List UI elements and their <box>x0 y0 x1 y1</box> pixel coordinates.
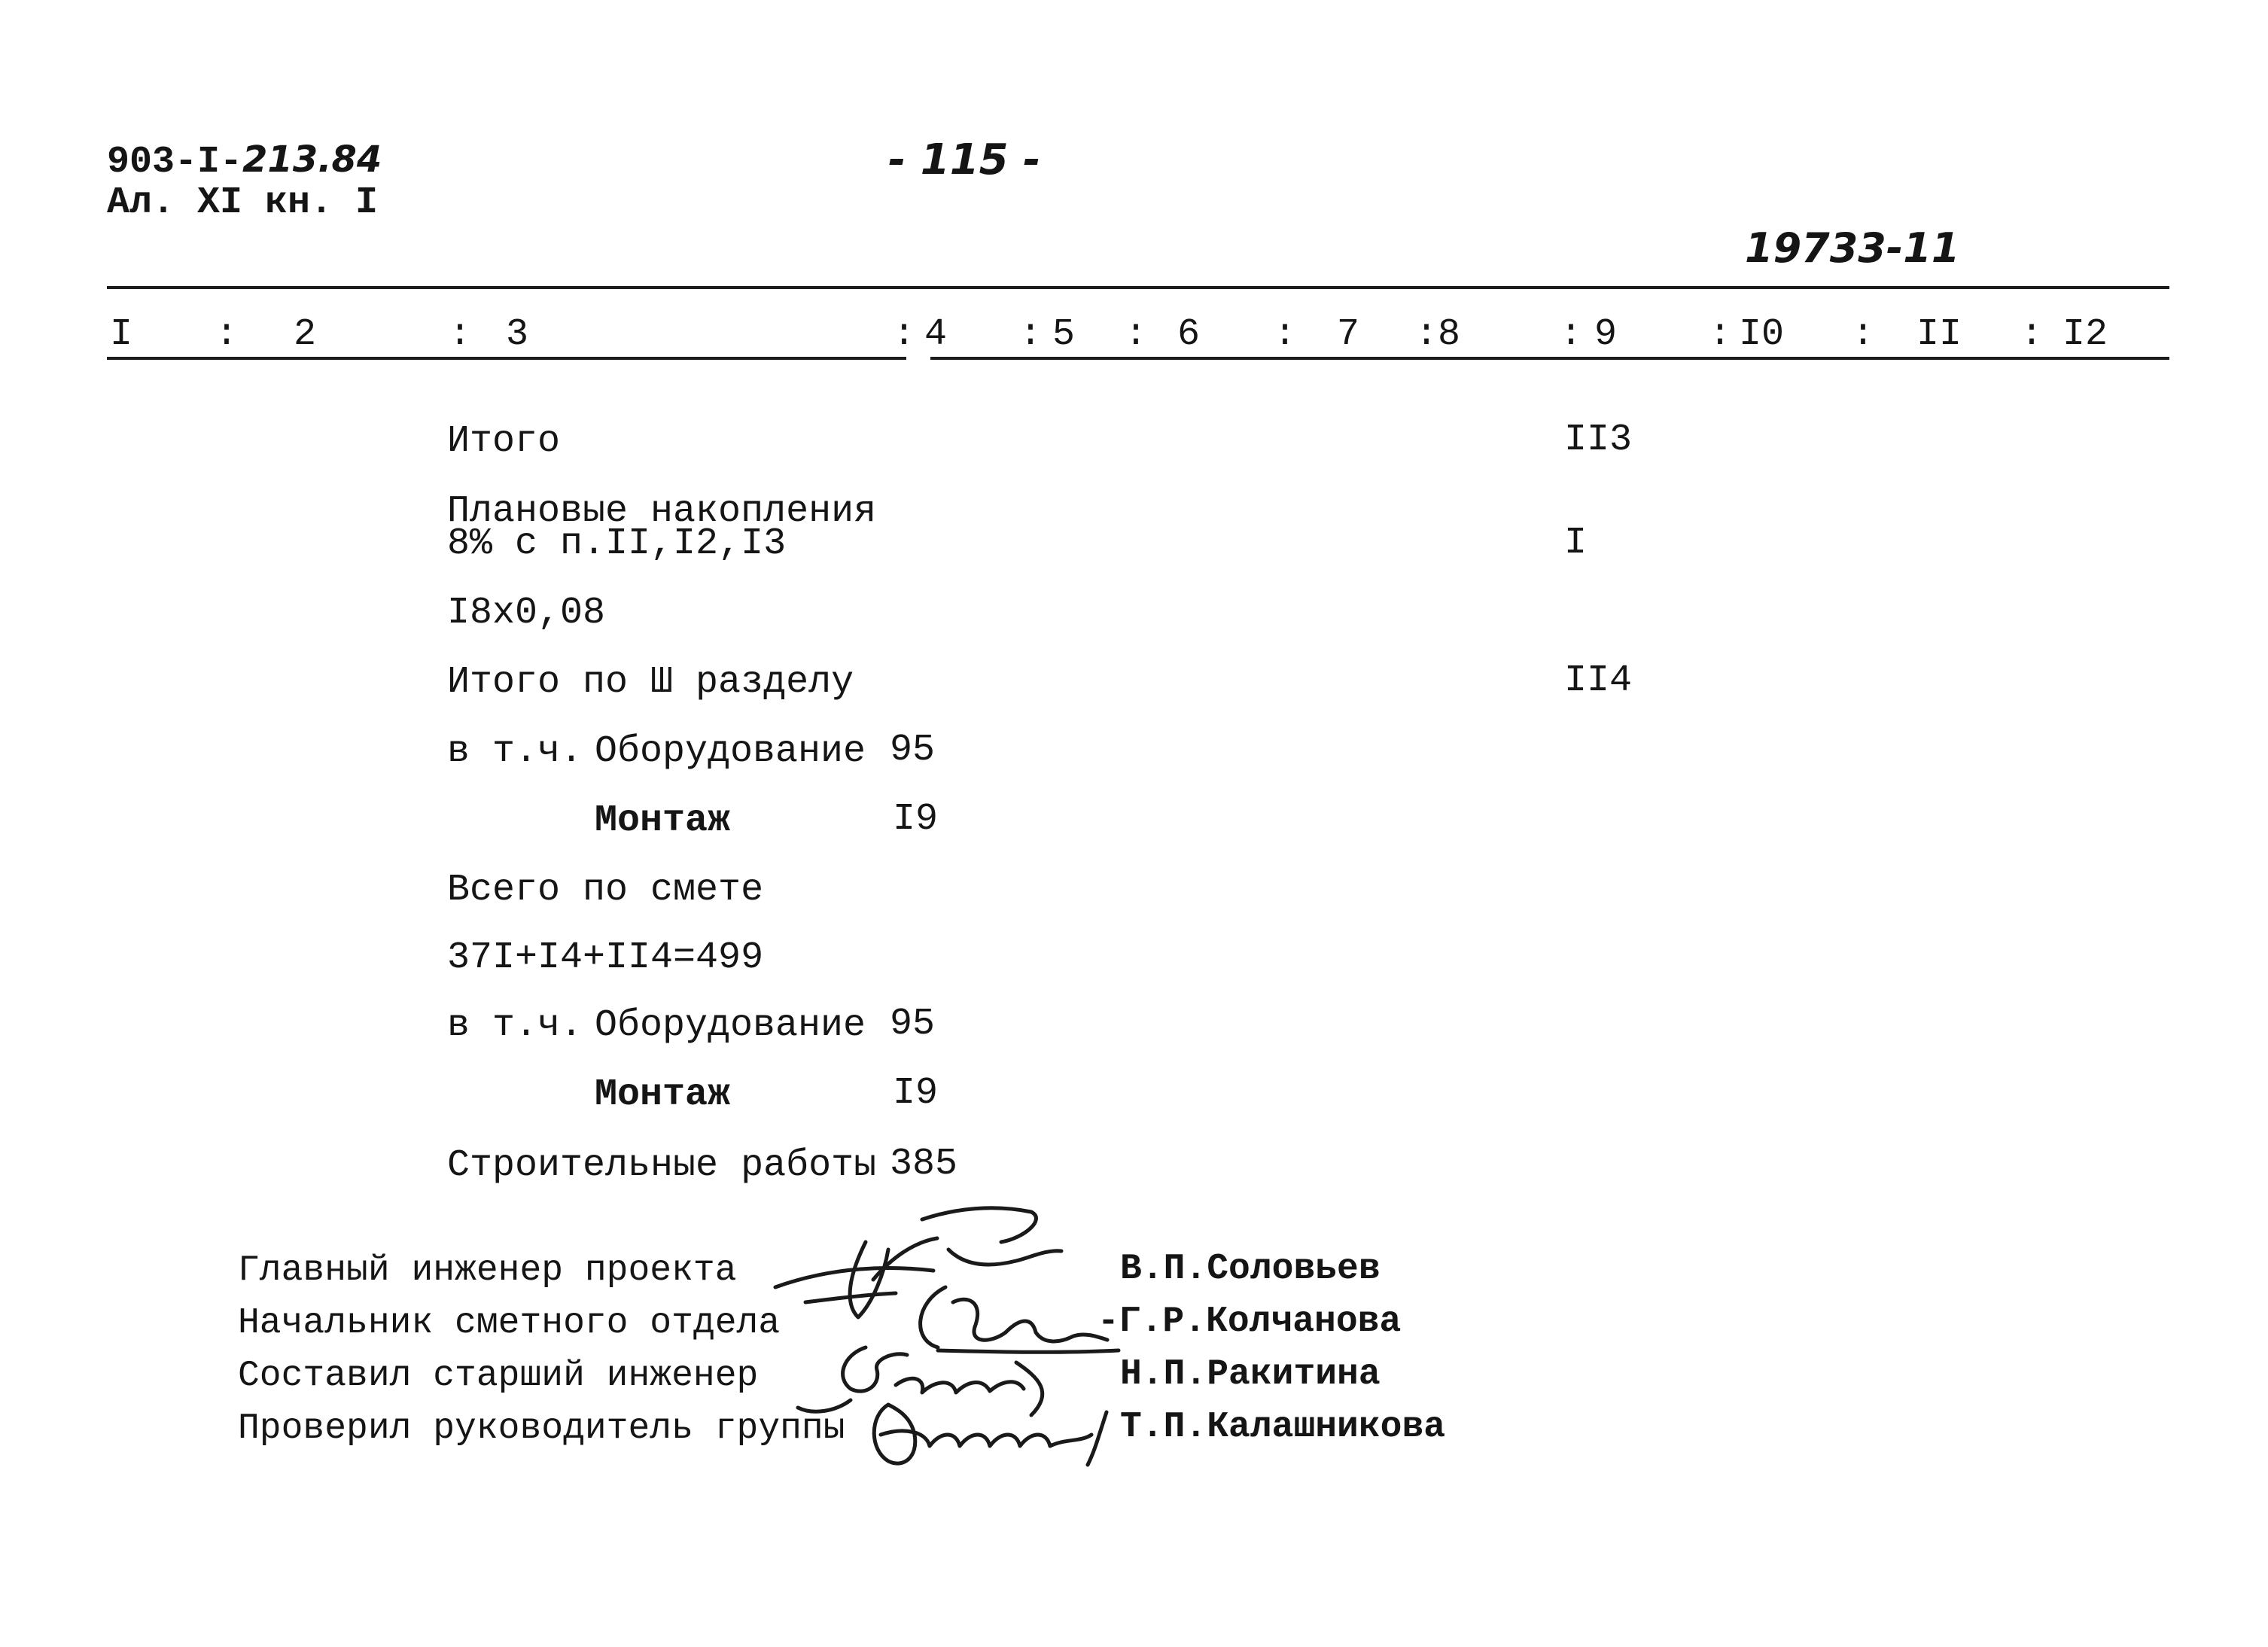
column-header: 4 <box>924 313 948 356</box>
row-label: Оборудование <box>595 1004 866 1047</box>
signature-role: Составил старший инженер <box>238 1356 759 1396</box>
row-label: Строительные работы <box>447 1144 877 1187</box>
row-label: Монтаж <box>595 799 731 842</box>
handwritten-signature-group-leader <box>858 1390 1129 1480</box>
row-label: Всего по смете <box>447 869 764 912</box>
signature-name: В.П.Соловьев <box>1120 1249 1381 1289</box>
header-bottom-rule-right <box>930 357 2169 360</box>
signature-role: Проверил руководитель группы <box>238 1408 845 1449</box>
archive-number: 19733-11 <box>1745 224 1960 272</box>
row-label: Итого по Ш разделу <box>447 661 854 704</box>
column-separator: : <box>1125 313 1148 356</box>
document-code-prefix: 903-I- <box>107 141 243 184</box>
row-prefix: в т.ч. <box>447 730 583 773</box>
row-value-col4: 385 <box>890 1143 958 1186</box>
top-rule <box>107 286 2169 289</box>
column-separator: : <box>1274 313 1297 356</box>
column-header: 6 <box>1177 313 1201 356</box>
row-value-col4: I9 <box>893 1072 939 1115</box>
column-header: 5 <box>1052 313 1076 356</box>
column-header: 9 <box>1594 313 1618 356</box>
signature-name: Н.П.Ракитина <box>1120 1354 1381 1395</box>
signature-name: -Г.Р.Колчанова <box>1097 1301 1402 1342</box>
column-separator: : <box>1852 313 1875 356</box>
signature-role: Начальник сметного отдела <box>238 1303 781 1344</box>
column-header: I <box>110 313 133 356</box>
column-separator: : <box>1019 313 1043 356</box>
column-separator: : <box>2020 313 2044 356</box>
row-value-col4: I9 <box>893 798 939 841</box>
row-prefix: в т.ч. <box>447 1004 583 1047</box>
row-value-col9: I <box>1564 522 1588 565</box>
row-value-col9: II3 <box>1564 419 1633 461</box>
signature-role: Главный инженер проекта <box>238 1250 737 1291</box>
column-header: 7 <box>1337 313 1360 356</box>
signature-name: Т.П.Калашникова <box>1120 1407 1446 1448</box>
row-label: Оборудование <box>595 730 866 773</box>
column-header: 2 <box>294 313 317 356</box>
document-code-handwritten: 213.84 <box>242 139 382 181</box>
column-header: II <box>1916 313 1962 356</box>
column-header: I0 <box>1739 313 1785 356</box>
column-header: :8 <box>1415 313 1461 356</box>
column-separator: : <box>1709 313 1732 356</box>
column-separator: : <box>215 313 239 356</box>
page-number: - 115 - <box>888 135 1041 184</box>
row-value-col4: 95 <box>890 729 936 772</box>
column-separator: : <box>893 313 916 356</box>
row-label-second-line: 8% с п.II,I2,I3 <box>447 522 787 565</box>
row-label: Итого <box>447 420 561 463</box>
row-label: 37I+I4+II4=499 <box>447 936 764 979</box>
row-label: Плановые накопления <box>447 490 877 533</box>
document-code <box>107 139 382 184</box>
row-label: Монтаж <box>595 1073 731 1116</box>
column-header: 3 <box>506 313 529 356</box>
column-separator: : <box>1560 313 1583 356</box>
header-bottom-rule-left <box>107 357 906 360</box>
row-value-col4: 95 <box>890 1003 936 1046</box>
column-header: I2 <box>2063 313 2108 356</box>
row-label: I8x0,08 <box>447 592 606 635</box>
row-value-col9: II4 <box>1564 659 1633 702</box>
album-line: Ал. XI кн. I <box>107 181 379 224</box>
column-separator: : <box>449 313 472 356</box>
